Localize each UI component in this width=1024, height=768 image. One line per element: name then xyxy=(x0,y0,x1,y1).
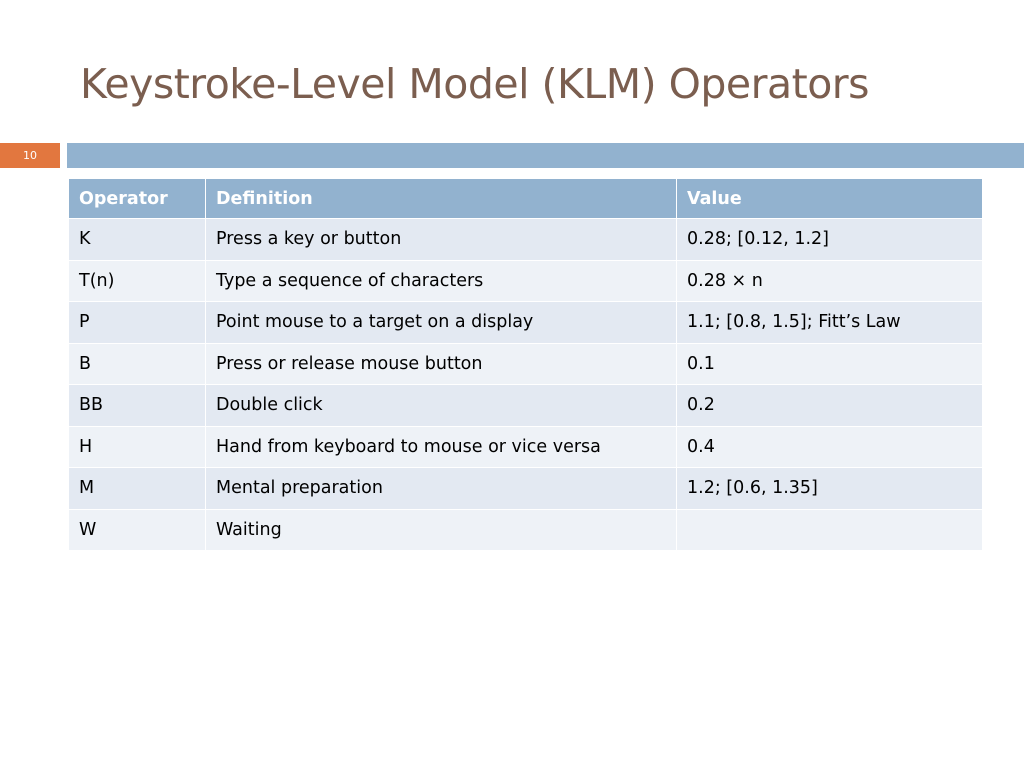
table-header-row xyxy=(69,179,982,219)
table-row xyxy=(69,344,982,386)
column-header-value: Value xyxy=(677,179,982,219)
cell-definition: Mental preparation xyxy=(206,468,677,510)
cell-value: 1.1; [0.8, 1.5]; Fitt’s Law xyxy=(677,302,982,344)
cell-operator: W xyxy=(69,510,206,552)
cell-value: 0.1 xyxy=(677,344,982,386)
cell-definition: Double click xyxy=(206,385,677,427)
slide-number-badge: 10 xyxy=(0,143,60,168)
cell-operator: T(n) xyxy=(69,261,206,303)
cell-value xyxy=(677,510,982,552)
table-row xyxy=(69,219,982,261)
cell-operator: K xyxy=(69,219,206,261)
cell-value: 0.4 xyxy=(677,427,982,469)
cell-operator: B xyxy=(69,344,206,386)
title-divider-bar xyxy=(67,143,1024,168)
cell-operator: M xyxy=(69,468,206,510)
cell-value: 0.28; [0.12, 1.2] xyxy=(677,219,982,261)
cell-value: 1.2; [0.6, 1.35] xyxy=(677,468,982,510)
cell-operator: BB xyxy=(69,385,206,427)
cell-definition: Hand from keyboard to mouse or vice versa xyxy=(206,427,677,469)
klm-operators-table xyxy=(69,179,982,551)
cell-definition: Type a sequence of characters xyxy=(206,261,677,303)
table-row xyxy=(69,261,982,303)
table-row xyxy=(69,510,982,552)
table-row xyxy=(69,385,982,427)
cell-value: 0.2 xyxy=(677,385,982,427)
cell-definition: Point mouse to a target on a display xyxy=(206,302,677,344)
table-row xyxy=(69,427,982,469)
cell-operator: P xyxy=(69,302,206,344)
cell-value: 0.28 × n xyxy=(677,261,982,303)
cell-definition: Press or release mouse button xyxy=(206,344,677,386)
cell-definition: Waiting xyxy=(206,510,677,552)
column-header-definition: Definition xyxy=(206,179,677,219)
cell-definition: Press a key or button xyxy=(206,219,677,261)
slide-title: Keystroke-Level Model (KLM) Operators xyxy=(80,60,870,108)
table-row xyxy=(69,302,982,344)
column-header-operator: Operator xyxy=(69,179,206,219)
cell-operator: H xyxy=(69,427,206,469)
table-row xyxy=(69,468,982,510)
